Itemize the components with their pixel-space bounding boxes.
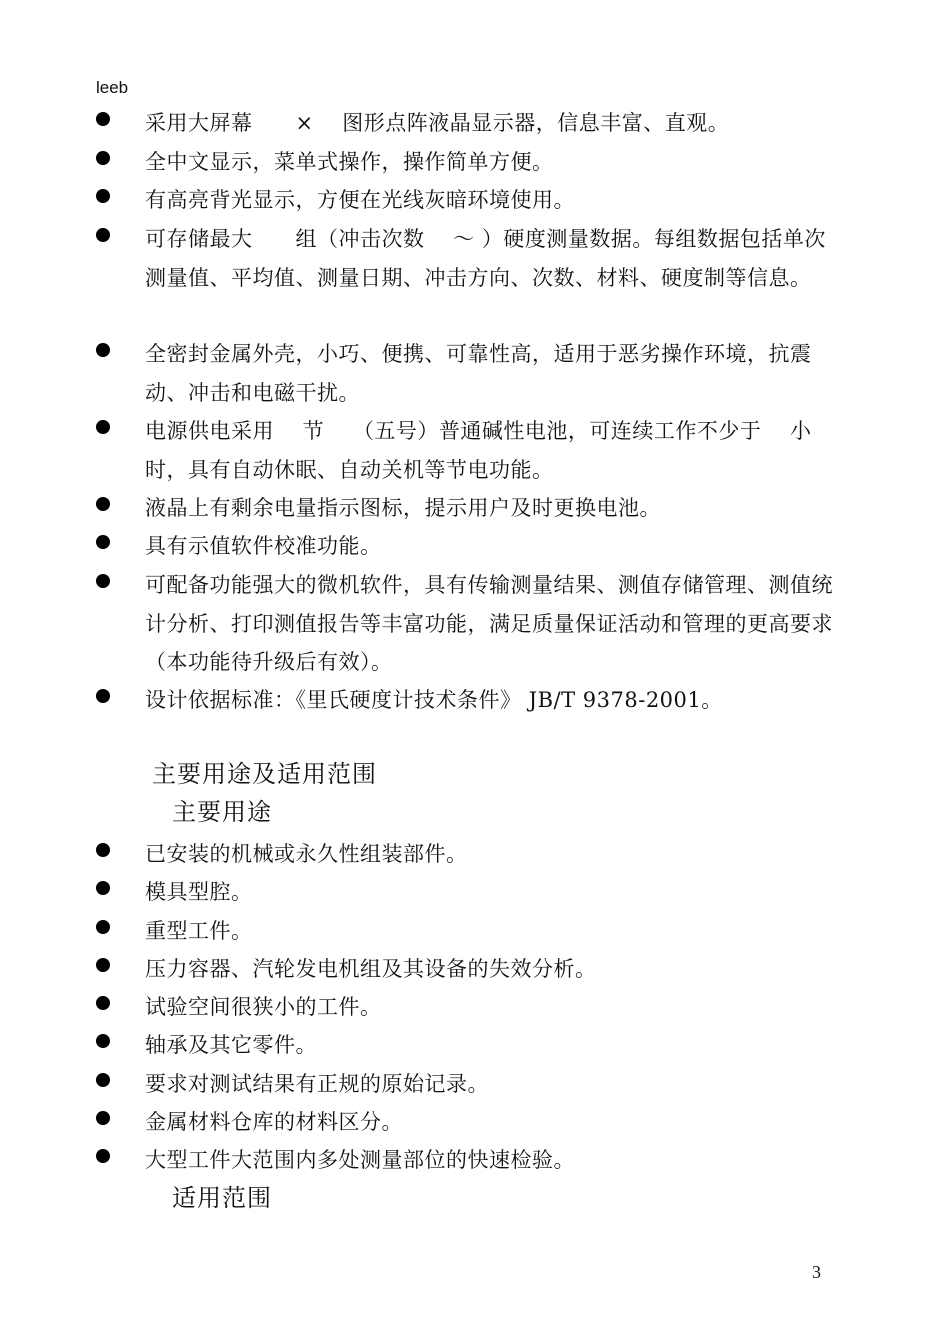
- list-item-text: 已安装的机械或永久性组装部件。: [145, 842, 468, 866]
- subsection-title: 适用范围: [172, 1184, 272, 1212]
- section-title: 主要用途及适用范围: [152, 760, 377, 788]
- bullet-icon: [96, 151, 110, 165]
- list-item-text: 要求对测试结果有正规的原始记录。: [145, 1072, 489, 1096]
- bullet-icon: [96, 497, 110, 511]
- bullet-icon: [96, 574, 110, 588]
- list-item-text: 压力容器、汽轮发电机组及其设备的失效分析。: [145, 957, 597, 981]
- page-number: 3: [812, 1262, 821, 1282]
- list-item-text: 模具型腔。: [145, 880, 253, 904]
- list-item-text: 大型工件大范围内多处测量部位的快速检验。: [145, 1148, 575, 1172]
- bullet-icon: [96, 1073, 110, 1087]
- bullet-icon: [96, 189, 110, 203]
- bullet-icon: [96, 881, 110, 895]
- list-item-text: 电源供电采用 节 （五号）普通碱性电池，可连续工作不少于 小时，具有自动休眠、自动关机等节电功能。: [145, 419, 812, 482]
- list-item-text: 试验空间很狭小的工件。: [145, 995, 382, 1019]
- subsection-title: 主要用途: [172, 798, 272, 826]
- bullet-icon: [96, 843, 110, 857]
- list-item-text: 全密封金属外壳，小巧、便携、可靠性高，适用于恶劣操作环境，抗震动、冲击和电磁干扰。: [145, 342, 812, 405]
- bullet-icon: [96, 535, 110, 549]
- list-item-text: 可配备功能强大的微机软件，具有传输测量结果、测值存储管理、测值统计分析、打印测值报告等丰富功能，满足质量保证活动和管理的更高要求（本功能待升级后有效）。: [145, 573, 833, 674]
- bullet-icon: [96, 689, 110, 703]
- bullet-icon: [96, 112, 110, 126]
- bullet-icon: [96, 1111, 110, 1125]
- list-item-text: 轴承及其它零件。: [145, 1033, 317, 1057]
- list-item-text: 采用大屏幕 × 图形点阵液晶显示器，信息丰富、直观。: [145, 111, 730, 135]
- bullet-icon: [96, 228, 110, 242]
- list-item-text: 设计依据标准：《里氏硬度计技术条件》 JB/T 9378-2001。: [145, 688, 723, 712]
- list-item-text: 具有示值软件校准功能。: [145, 534, 382, 558]
- header-label: leeb: [96, 78, 129, 97]
- list-item-text: 全中文显示，菜单式操作，操作简单方便。: [145, 150, 554, 174]
- list-item-text: 有高亮背光显示，方便在光线灰暗环境使用。: [145, 188, 575, 212]
- bullet-icon: [96, 420, 110, 434]
- list-item-text: 可存储最大 组（冲击次数 ～ ）硬度测量数据。每组数据包括单次测量值、平均值、测量日期、冲击方向、次数、材料、硬度制等信息。: [145, 227, 826, 290]
- bullet-icon: [96, 996, 110, 1010]
- bullet-icon: [96, 1149, 110, 1163]
- bullet-icon: [96, 1034, 110, 1048]
- bullet-icon: [96, 343, 110, 357]
- bullet-icon: [96, 920, 110, 934]
- list-item-text: 金属材料仓库的材料区分。: [145, 1110, 403, 1134]
- bullet-icon: [96, 958, 110, 972]
- list-item-text: 重型工件。: [145, 919, 253, 943]
- list-item-text: 液晶上有剩余电量指示图标，提示用户及时更换电池。: [145, 496, 661, 520]
